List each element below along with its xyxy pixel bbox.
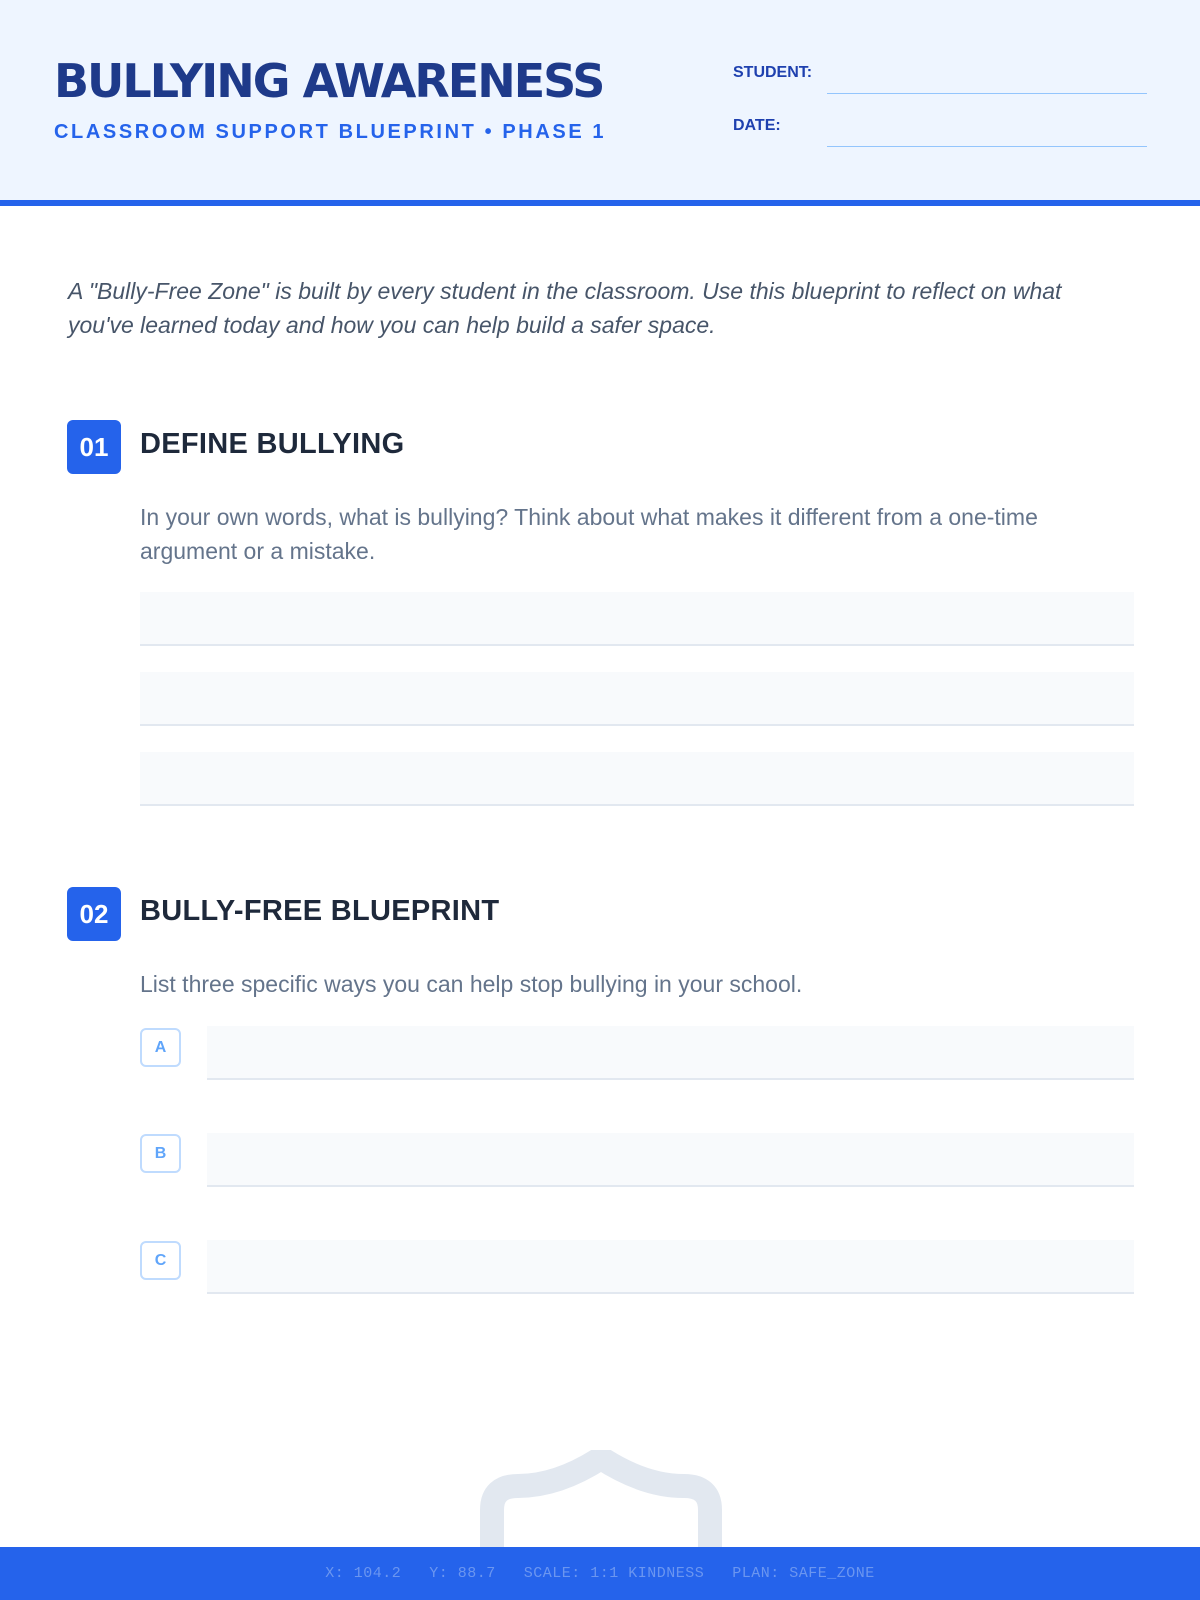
item-c-letter-badge: C	[140, 1241, 181, 1280]
section-2-title: BULLY-FREE BLUEPRINT	[140, 895, 500, 927]
item-a-letter-badge: A	[140, 1028, 181, 1067]
item-b-letter-badge: B	[140, 1134, 181, 1173]
intro-text: A "Bully-Free Zone" is built by every student in the classroom. Use this blueprint to reflect on what you've learned today and how you can help build a safer space.	[68, 278, 1062, 338]
way-b-answer-line[interactable]	[207, 1133, 1134, 1187]
section-1-number-badge: 01	[67, 420, 121, 474]
definition-answer-line-3[interactable]	[140, 752, 1134, 806]
footer-scale: SCALE: 1:1 KINDNESS	[523, 1565, 705, 1582]
way-a-answer-line[interactable]	[207, 1026, 1134, 1080]
page-title: BULLYING AWARENESS	[54, 54, 604, 108]
section-2-number-badge: 02	[67, 887, 121, 941]
way-c-answer-line[interactable]	[207, 1240, 1134, 1294]
footer-y-coordinate: Y: 88.7	[429, 1565, 496, 1582]
footer-x-coordinate: X: 104.2	[325, 1565, 402, 1582]
footer-plan: PLAN: SAFE_ZONE	[732, 1565, 875, 1582]
worksheet-header	[0, 0, 1200, 206]
section-1-prompt: In your own words, what is bullying? Think about what makes it different from a one-time argument or a mistake.	[140, 504, 1038, 564]
footer-bar	[0, 1547, 1200, 1600]
definition-answer-line-1[interactable]	[140, 592, 1134, 646]
section-1-title: DEFINE BULLYING	[140, 428, 405, 460]
section-2-prompt: List three specific ways you can help stop bullying in your school.	[140, 971, 803, 997]
date-label: DATE:	[733, 117, 781, 134]
page-subtitle: CLASSROOM SUPPORT BLUEPRINT • PHASE 1	[54, 121, 607, 143]
definition-answer-line-2[interactable]	[140, 672, 1134, 726]
student-name-field[interactable]	[827, 66, 1147, 94]
student-label: STUDENT:	[733, 64, 813, 81]
date-field[interactable]	[827, 119, 1147, 147]
shield-icon	[478, 1450, 724, 1550]
